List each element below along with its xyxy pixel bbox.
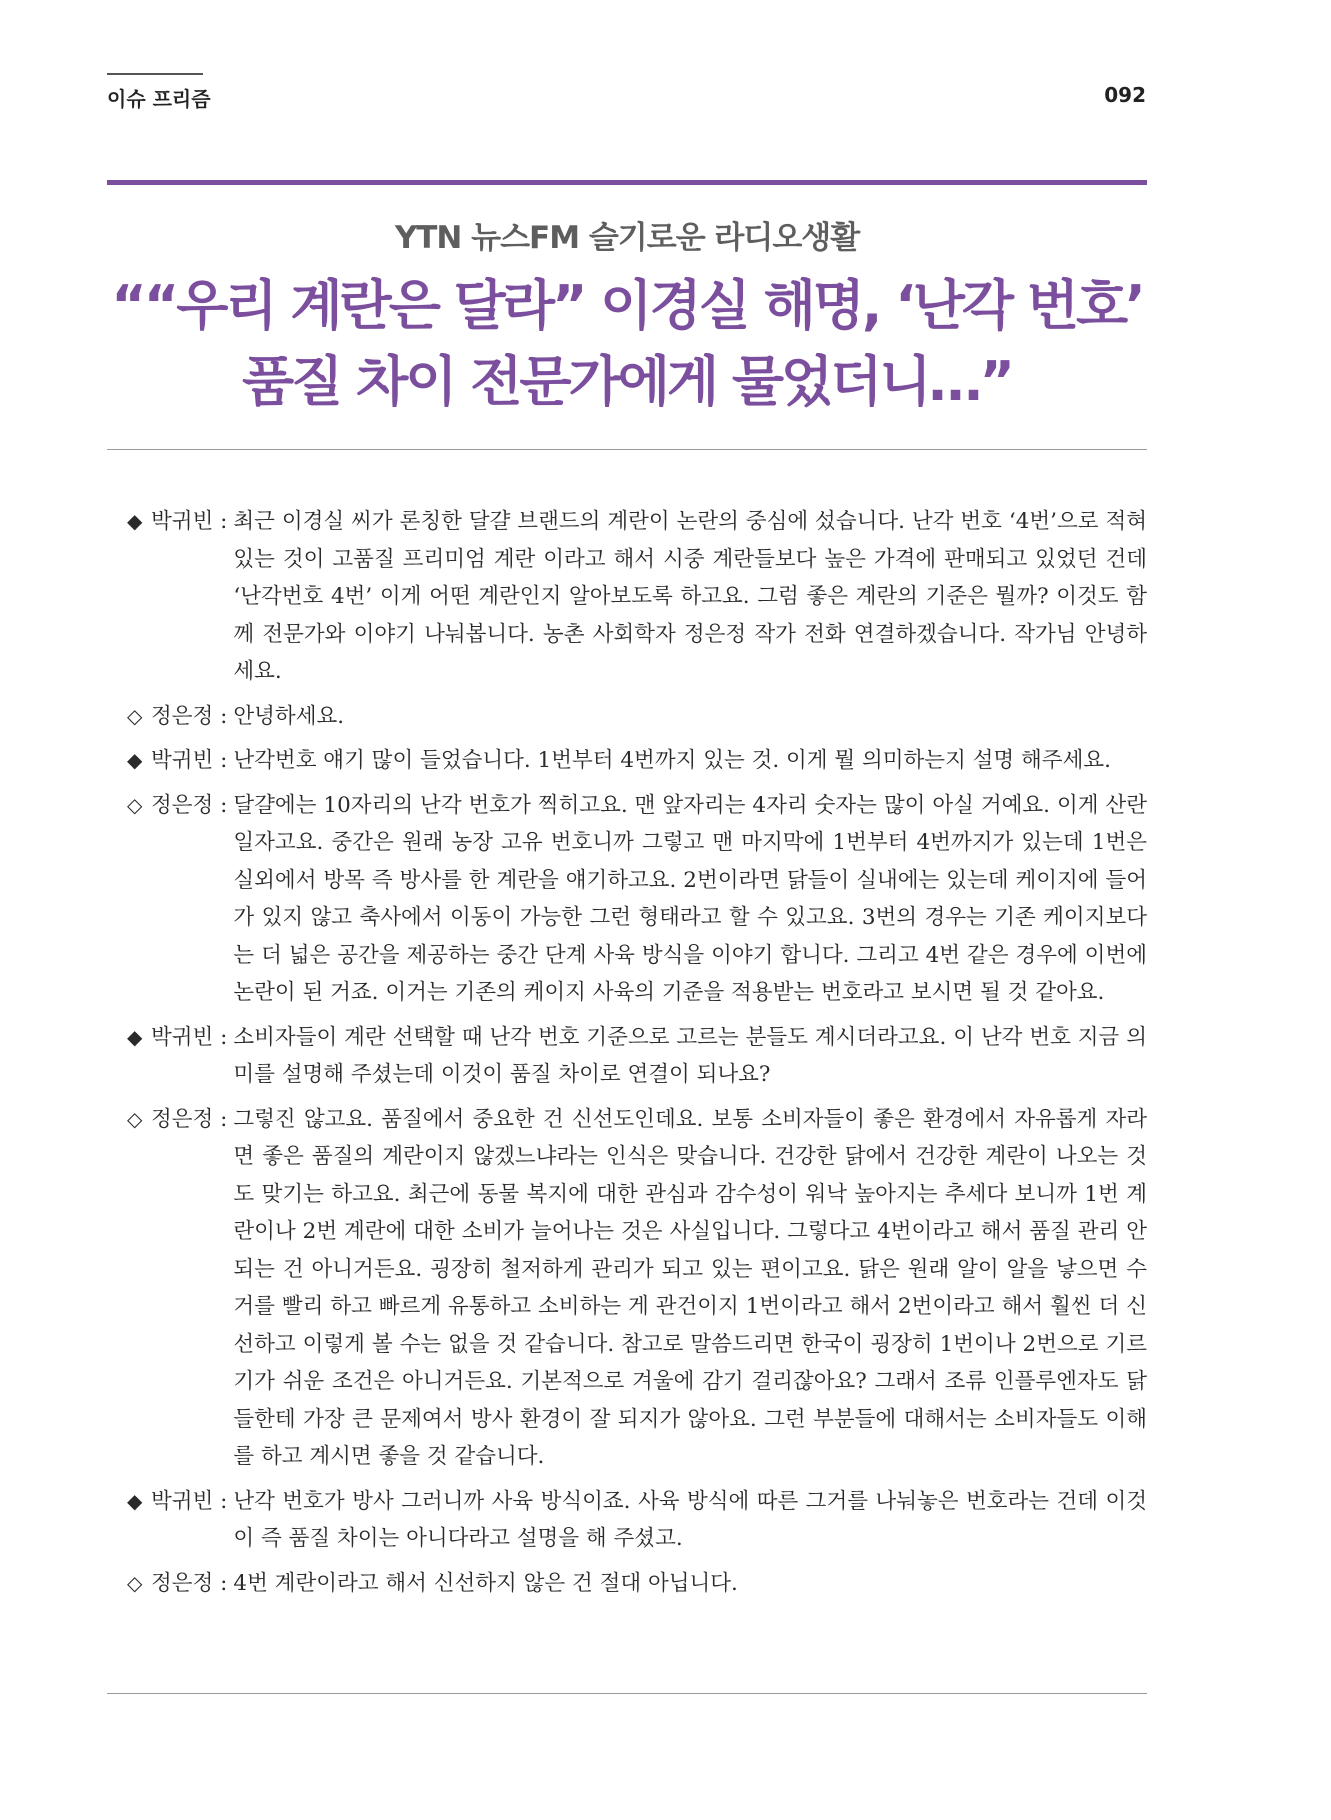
speaker-name: 정은정 :: [151, 1106, 228, 1132]
headline-line-1: ““우리 계란은 달라” 이경실 해명, ‘난각 번호’: [111, 274, 1143, 337]
dialogue-text: 최근 이경실 씨가 론칭한 달걀 브랜드의 계란이 논란의 중심에 섰습니다. 난각 번호 ‘4번’으로 적혀 있는 것이 고품질 프리미엄 계란 이라고 해서 시중 계란들보다 높은 가격에 판매되고 있었던 건데 ‘난각번호 4번’ 이게 어떤 계란인지 알아보도록 하고요. 그럼 좋은 계란의 기준은 뭘까? 이것도 함께 전문가와 이야기 나눠봅니다. 농촌 사회학자 정은정 작가 전화 연결하겠습니다. 작가님 안녕하세요.: [233, 509, 1147, 684]
speaker-name: 박귀빈 :: [151, 748, 228, 773]
speaker-name: 정은정 :: [151, 1570, 228, 1596]
dialogue-entry: [127, 787, 1147, 1012]
dialogue-entry: [127, 1019, 1147, 1094]
dialogue-entry: [127, 1483, 1147, 1558]
host-diamond-icon: ◆: [127, 509, 143, 533]
guest-diamond-icon: ◇: [127, 703, 143, 728]
speaker-name: 박귀빈 :: [151, 1488, 228, 1514]
speaker-name: 박귀빈 :: [151, 509, 228, 534]
host-diamond-icon: ◆: [127, 1024, 143, 1049]
guest-diamond-icon: ◇: [127, 1106, 143, 1131]
dialogue-text: 소비자들이 계란 선택할 때 난각 번호 기준으로 고르는 분들도 계시더라고요. 이 난각 번호 지금 의미를 설명해 주셨는데 이것이 품질 차이로 연결이 되나요?: [233, 1024, 1147, 1087]
guest-diamond-icon: ◇: [127, 792, 143, 817]
dialogue-text: 난각 번호가 방사 그러니까 사육 방식이죠. 사육 방식에 따른 그거를 나눠놓은 번호라는 건데 이것이 즉 품질 차이는 아니다라고 설명을 해 주셨고.: [233, 1488, 1147, 1551]
interview-transcript: [127, 503, 1147, 1609]
dialogue-entry: [127, 698, 1147, 736]
headline: [95, 268, 1159, 420]
section-label: 이슈 프리즘: [107, 87, 211, 111]
host-diamond-icon: ◆: [127, 748, 143, 772]
guest-diamond-icon: ◇: [127, 1570, 143, 1595]
dialogue-text: 달걀에는 10자리의 난각 번호가 찍히고요. 맨 앞자리는 4자리 숫자는 많이 아실 거예요. 이게 산란 일자고요. 중간은 원래 농장 고유 번호니까 그렇고 맨 마지막에 1번부터 4번까지가 있는데 1번은 실외에서 방목 즉 방사를 한 계란을 얘기하고요. 2번이라면 닭들이 실내에는 있는데 케이지에 들어가 있지 않고 축사에서 이동이 가능한 그런 형태라고 할 수 있고요. 3번의 경우는 기존 케이지보다는 더 넓은 공간을 제공하는 중간 단계 사육 방식을 이야기 합니다. 그리고 4번 같은 경우에 이번에 논란이 된 거죠. 이거는 기존의 케이지 사육의 기준을 적용받는 번호라고 보시면 될 것 같아요.: [233, 792, 1147, 1005]
headline-line-2: 품질 차이 전문가에게 물었더니…”: [241, 350, 1013, 413]
footer-divider: [107, 1693, 1147, 1694]
speaker-name: 정은정 :: [151, 703, 228, 729]
header-top-rule: [107, 73, 203, 75]
program-subtitle: YTN 뉴스FM 슬기로운 라디오생활: [394, 220, 860, 256]
accent-rule: [107, 180, 1147, 185]
host-diamond-icon: ◆: [127, 1488, 143, 1513]
dialogue-entry: [127, 1101, 1147, 1476]
dialogue-text: 그렇진 않고요. 품질에서 중요한 건 신선도인데요. 보통 소비자들이 좋은 환경에서 자유롭게 자라면 좋은 품질의 계란이지 않겠느냐라는 인식은 맞습니다. 건강한 닭에서 건강한 계란이 나오는 것도 맞기는 하고요. 최근에 동물 복지에 대한 관심과 감수성이 워낙 높아지는 추세다 보니까 1번 계란이나 2번 계란에 대한 소비가 늘어나는 것은 사실입니다. 그렇다고 4번이라고 해서 품질 관리 안 되는 건 아니거든요. 굉장히 철저하게 관리가 되고 있는 편이고요. 닭은 원래 알이 알을 낳으면 수거를 빨리 하고 빠르게 유통하고 소비하는 게 관건이지 1번이라고 해서 2번이라고 해서 훨씬 더 신선하고 이렇게 볼 수는 없을 것 같습니다. 참고로 말씀드리면 한국이 굉장히 1번이나 2번으로 기르기가 쉬운 조건은 아니거든요. 기본적으로 겨울에 감기 걸리잖아요? 그래서 조류 인플루엔자도 닭들한테 가장 큰 문제여서 방사 환경이 잘 되지가 않아요. 그런 부분들에 대해서는 소비자들도 이해를 하고 계시면 좋을 것 같습니다.: [233, 1106, 1147, 1469]
dialogue-entry: [127, 1565, 1147, 1603]
speaker-name: 박귀빈 :: [151, 1024, 228, 1050]
dialogue-text: 안녕하세요.: [233, 703, 345, 729]
dialogue-entry: [127, 742, 1147, 780]
dialogue-text: 4번 계란이라고 해서 신선하지 않은 건 절대 아닙니다.: [233, 1570, 738, 1596]
dialogue-text: 난각번호 얘기 많이 들었습니다. 1번부터 4번까지 있는 것. 이게 뭘 의미하는지 설명 해주세요.: [233, 748, 1111, 773]
dialogue-entry: [127, 503, 1147, 691]
speaker-name: 정은정 :: [151, 792, 228, 818]
headline-divider: [107, 449, 1147, 450]
page-number: 092: [1104, 83, 1146, 107]
